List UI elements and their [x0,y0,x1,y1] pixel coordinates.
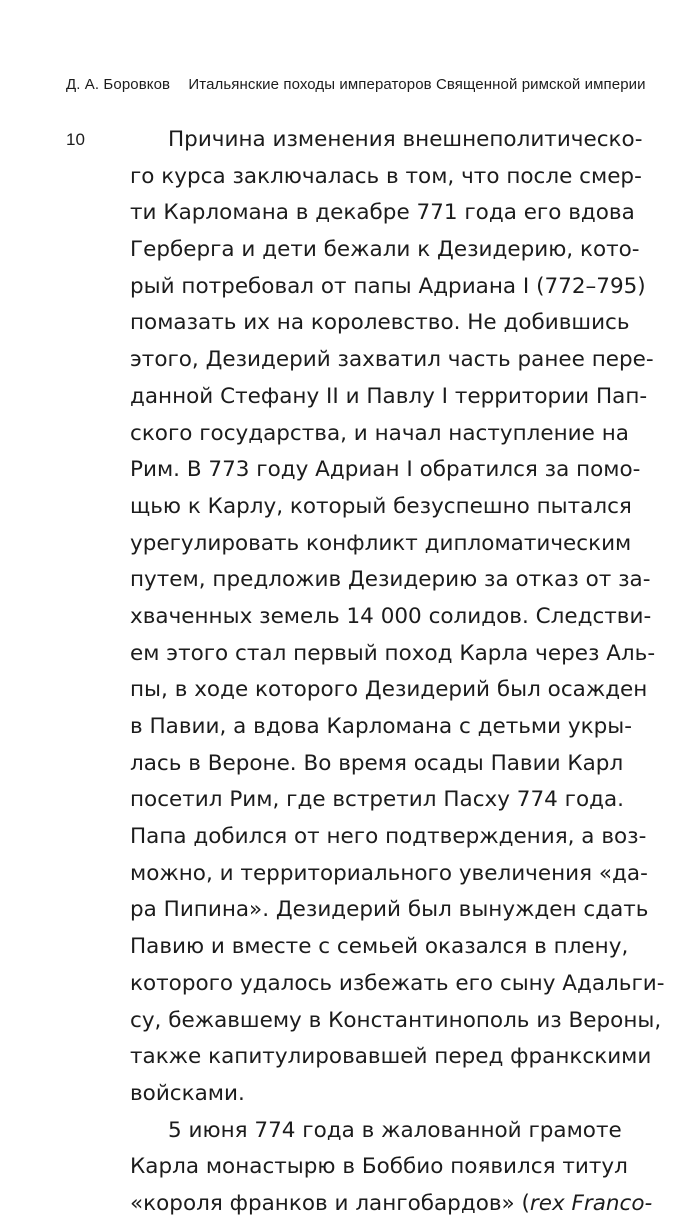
text-line [130,1186,653,1223]
text-line: которого удалось избежать его сыну Адальги- [130,970,665,996]
paragraph-1 [130,122,665,1113]
text-line: Павию и вместе с семьей оказался в плену, [130,934,629,960]
text-line: лась в Вероне. Во время осады Павии Карл [130,750,624,776]
text-line: Рим. В 773 году Адриан I обратился за помо- [130,457,641,483]
header-author: Д. А. Боровков [66,76,171,93]
header-book-title: Итальянские походы императоров Священной римской империи [188,76,646,93]
text-line: посетил Рим, где встретил Пасху 774 года. [130,787,624,813]
text-line: Причина изменения внешнеполитическо- [168,127,643,152]
text-line: го курса заключалась в том, что после смер- [130,163,642,189]
text-line: также капитулировавшей перед франкскими [130,1044,652,1070]
text-line: данной Стефану II и Павлу I территории Пап- [130,383,648,409]
text-line: рый потребовал от папы Адриана I (772–795) [130,273,646,299]
text-line: су, бежавшему в Константинополь из Вероны, [130,1007,662,1033]
text-line: Папа добился от него подтверждения, а воз- [130,824,647,850]
text-line: пы, в ходе которого Дезидерий был осажден [130,677,648,703]
italic-latin-fragment: rex Franco- [529,1190,653,1216]
text-line: войсками. [130,1080,245,1106]
text-line: 5 июня 774 года в жалованной грамоте [168,1117,622,1143]
text-line: ского государства, и начал наступление на [130,420,629,446]
text-line: этого, Дезидерий захватил часть ранее пере- [130,347,654,373]
text-line: можно, и территориального увеличения «да- [130,860,648,886]
page-number: 10 [66,130,85,149]
text-line: урегулировать конфликт дипломатическим [130,530,632,556]
running-header [66,76,646,93]
text-line: ем этого стал первый поход Карла через Аль- [130,640,656,666]
text-line: Герберга и дети бежали к Дезидерию, кото- [130,237,640,263]
text-line: ра Пипина». Дезидерий был вынужден сдать [130,897,649,923]
text-line: ти Карломана в декабре 771 года его вдова [130,200,635,226]
text-line: в Павии, а вдова Карломана с детьми укры- [130,714,633,739]
body-text [130,122,665,1223]
text-line: помазать их на королевство. Не добившись [130,310,630,336]
text-fragment: «короля франков и лангобардов» ( [130,1190,530,1216]
paragraph-2 [130,1113,653,1223]
text-line: Карла монастырю в Боббио появился титул [130,1154,628,1180]
text-line: хваченных земель 14 000 солидов. Следстви- [130,603,652,629]
text-line: щью к Карлу, который безуспешно пытался [130,493,632,519]
text-line: путем, предложив Дезидерию за отказ от за- [130,567,651,593]
